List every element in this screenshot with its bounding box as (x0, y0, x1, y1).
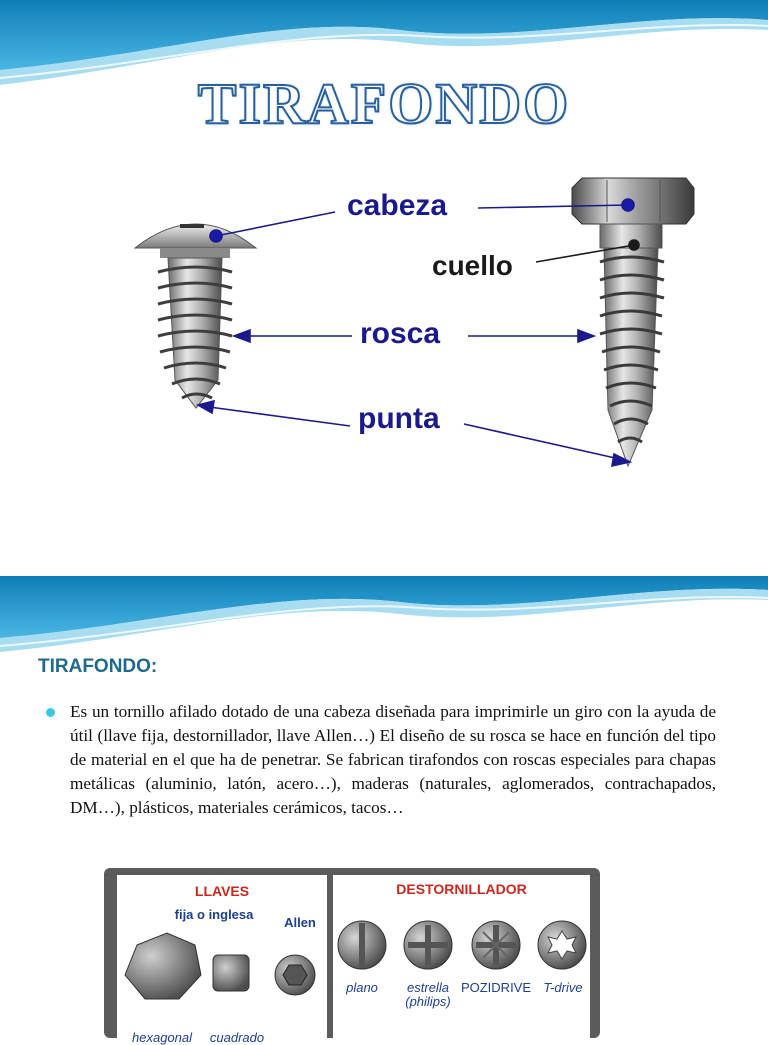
header-wave-decoration (0, 576, 768, 656)
label-punta: punta (358, 402, 440, 435)
allen-icon (275, 955, 315, 995)
tdrive-icon (538, 921, 586, 969)
llaves-title: LLAVES (194, 883, 250, 899)
bullet-icon (46, 708, 55, 717)
llaves-panel (117, 875, 327, 1045)
screwdriver-heads (333, 907, 590, 977)
description-paragraph: Es un tornillo afilado dotado de una cabeza diseñada para imprimirle un giro con la ayuda de útil (llave fija, destornillador, llave Allen…) El diseño de su rosca se hace en función del tipo de material en el que ha de penetrar. Se fabrican tirafondos con roscas especiales para chapas metálicas (aluminio, latón, acero…), maderas (naturales, aglomerados, contrachapados, DM…), plásticos, materiales cerámicos, tacos… (70, 702, 716, 817)
label-cabeza: cabeza (347, 189, 448, 222)
label-rosca: rosca (360, 317, 441, 350)
slide-1 (0, 0, 768, 512)
pozidrive-icon (472, 921, 520, 969)
slide-2 (0, 576, 768, 1045)
tdrive-label: T-drive (543, 980, 583, 995)
pozidrive-label: POZIDRIVE (460, 980, 532, 995)
round-head-screw-icon (135, 224, 256, 408)
destornillador-title: DESTORNILLADOR (396, 881, 527, 897)
plano-icon (338, 921, 386, 969)
philips-label: (philips) (405, 994, 451, 1009)
label-cuello: cuello (432, 250, 513, 281)
plano-label: plano (346, 980, 378, 995)
square-icon (213, 955, 249, 991)
hexagonal-label: hexagonal (132, 1030, 192, 1045)
hex-head-screw-icon (572, 178, 694, 466)
estrella-icon (404, 921, 452, 969)
section-heading: TIRAFONDO: (38, 656, 158, 677)
estrella-label: estrella (407, 980, 449, 995)
slide-title: TIRAFONDO (197, 71, 571, 136)
destornillador-panel (333, 875, 590, 1045)
wrench-shapes (117, 933, 327, 1033)
tools-image (104, 868, 600, 1045)
slide-gap (0, 512, 768, 576)
cuadrado-label: cuadrado (209, 1030, 265, 1045)
screw-diagram (0, 0, 768, 512)
fija-label: fija o inglesa (174, 907, 254, 922)
allen-label: Allen (284, 915, 316, 930)
hexagonal-icon (125, 933, 201, 999)
